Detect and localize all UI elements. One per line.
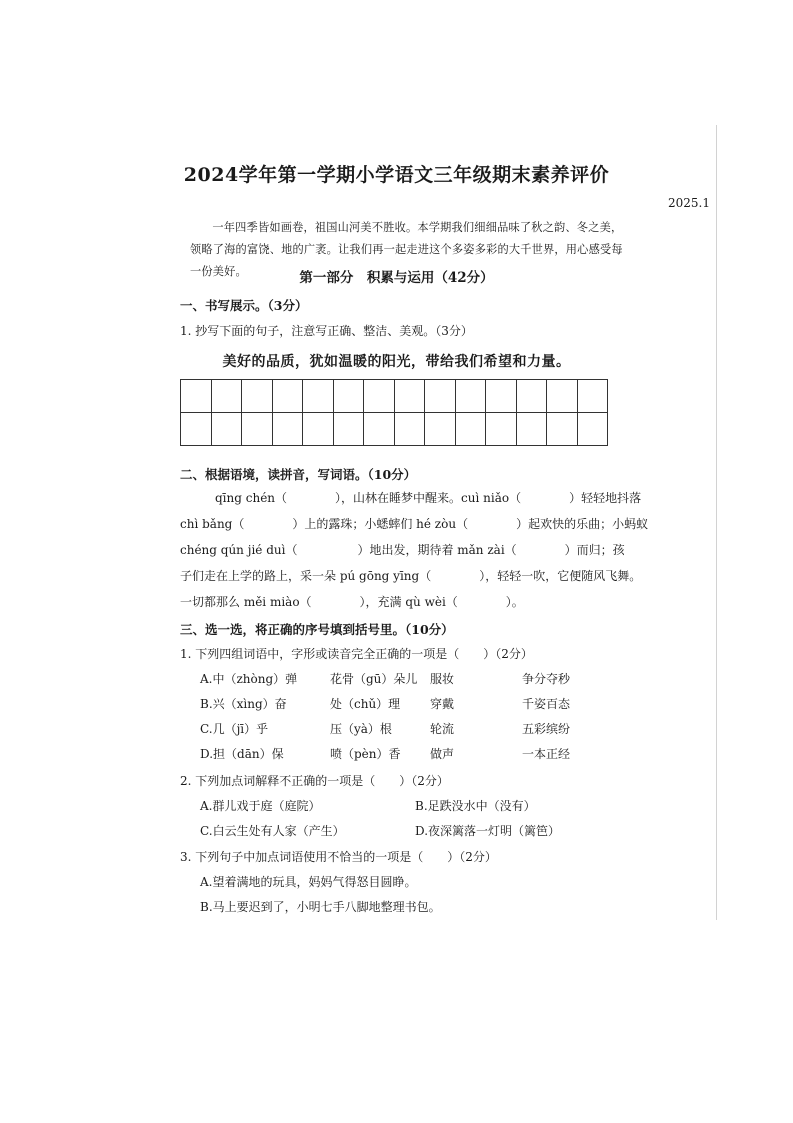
grid-cell[interactable] [242,380,273,413]
option-b-word-1: B.兴（xìng）奋 [200,697,287,711]
grid-cell[interactable] [303,413,334,446]
grid-cell[interactable] [272,380,303,413]
grid-cell[interactable] [577,413,608,446]
question-3-3-option-b: B.马上要迟到了，小明七手八脚地整理书包。 [200,900,441,914]
grid-cell[interactable] [181,413,212,446]
option-b-word-2: 处（chǔ）理 [330,697,401,711]
grid-cell[interactable] [455,413,486,446]
pinyin-line: 子们走在上学的路上，采一朵 pú gōng yīng（ ），轻轻一吹，它便随风飞舞。 [180,569,642,583]
grid-cell[interactable] [516,413,547,446]
option-d-word-1: D.担（dān）保 [200,747,284,761]
option-c-word-3: 轮流 [430,722,455,736]
grid-cell[interactable] [333,413,364,446]
pinyin-line: qīng chén（ ），山林在睡梦中醒来。cuì niǎo（ ）轻轻地抖落 [215,491,642,505]
grid-cell[interactable] [333,380,364,413]
grid-cell[interactable] [242,413,273,446]
pinyin-line: chì bǎng（ ）上的露珠；小蟋蟀们 hé zòu（ ）起欢快的乐曲；小蚂蚁 [180,517,649,531]
grid-cell[interactable] [425,413,456,446]
grid-cell[interactable] [577,380,608,413]
exam-title: 2024学年第一学期小学语文三年级期末素养评价 [183,164,610,186]
section-one-heading: 一、书写展示。（3分） [180,298,308,313]
option-c-word-2: 压（yà）根 [330,722,392,736]
grid-cell[interactable] [394,413,425,446]
option-d-word-2: 喷（pèn）香 [330,747,401,761]
grid-cell[interactable] [181,380,212,413]
question-3-2-stem: 2. 下列加点词解释不正确的一项是（ ）（2分） [180,774,449,788]
grid-cell[interactable] [272,413,303,446]
pinyin-line: chéng qún jié duì（ ）地出发，期待着 mǎn zài（ ）而归；孩 [180,543,625,557]
writing-grid-row [181,413,608,446]
grid-cell[interactable] [547,380,578,413]
option-a-word-4: 争分夺秒 [522,672,571,686]
pinyin-line: 一切都那么 měi miào（ ），充满 qù wèi（ ）。 [180,595,524,609]
grid-cell[interactable] [547,413,578,446]
question-3-2-option-a: A.群儿戏于庭（庭院） [200,799,321,813]
question-3-2-option-d: D.夜深篱落一灯明（篱笆） [415,824,561,838]
section-two-heading: 二、根据语境，读拼音，写词语。（10分） [180,467,417,482]
question-3-1-stem: 1. 下列四组词语中，字形或读音完全正确的一项是（ ）（2分） [180,647,533,661]
question-3-2-option-b: B.足跌没水中（没有） [415,799,536,813]
grid-cell[interactable] [486,413,517,446]
section-three-heading: 三、选一选，将正确的序号填到括号里。（10分） [180,622,454,637]
option-b-word-4: 千姿百态 [522,697,571,711]
question-3-3-option-a: A.望着满地的玩具，妈妈气得怒目圆睁。 [200,875,417,889]
writing-grid[interactable] [180,379,608,446]
grid-cell[interactable] [364,413,395,446]
grid-cell[interactable] [486,380,517,413]
option-a-word-3: 服妆 [430,672,455,686]
copy-sentence: 美好的品质，犹如温暖的阳光，带给我们希望和力量。 [222,354,571,370]
intro-paragraph: 一年四季皆如画卷，祖国山河美不胜收。本学期我们细细品味了秋之韵、冬之美，领略了海的富饶、地的广袤。让我们再一起走进这个多姿多彩的大千世界，用心感受每一份美好。 [190,221,623,278]
grid-cell[interactable] [425,380,456,413]
grid-cell[interactable] [364,380,395,413]
option-c-word-1: C.几（jī）乎 [200,722,269,736]
grid-cell[interactable] [394,380,425,413]
question-3-2-option-c: C.白云生处有人家（产生） [200,824,345,838]
option-b-word-3: 穿戴 [430,697,455,711]
option-a-word-2: 花骨（gū）朵儿 [330,672,418,686]
exam-date: 2025.1 [668,196,710,210]
option-c-word-4: 五彩缤纷 [522,722,571,736]
option-d-word-4: 一本正经 [522,747,571,761]
page-edge-line [716,125,717,920]
question-1-1-stem: 1. 抄写下面的句子，注意写正确、整洁、美观。（3分） [180,324,473,338]
grid-cell[interactable] [211,413,242,446]
part-one-heading: 第一部分 积累与运用（42分） [299,270,494,286]
option-d-word-3: 做声 [430,747,455,761]
grid-cell[interactable] [516,380,547,413]
question-3-3-stem: 3. 下列句子中加点词语使用不恰当的一项是（ ）（2分） [180,850,497,864]
grid-cell[interactable] [211,380,242,413]
grid-cell[interactable] [455,380,486,413]
grid-cell[interactable] [303,380,334,413]
option-a-word-1: A.中（zhòng）弹 [200,672,298,686]
writing-grid-row [181,380,608,413]
